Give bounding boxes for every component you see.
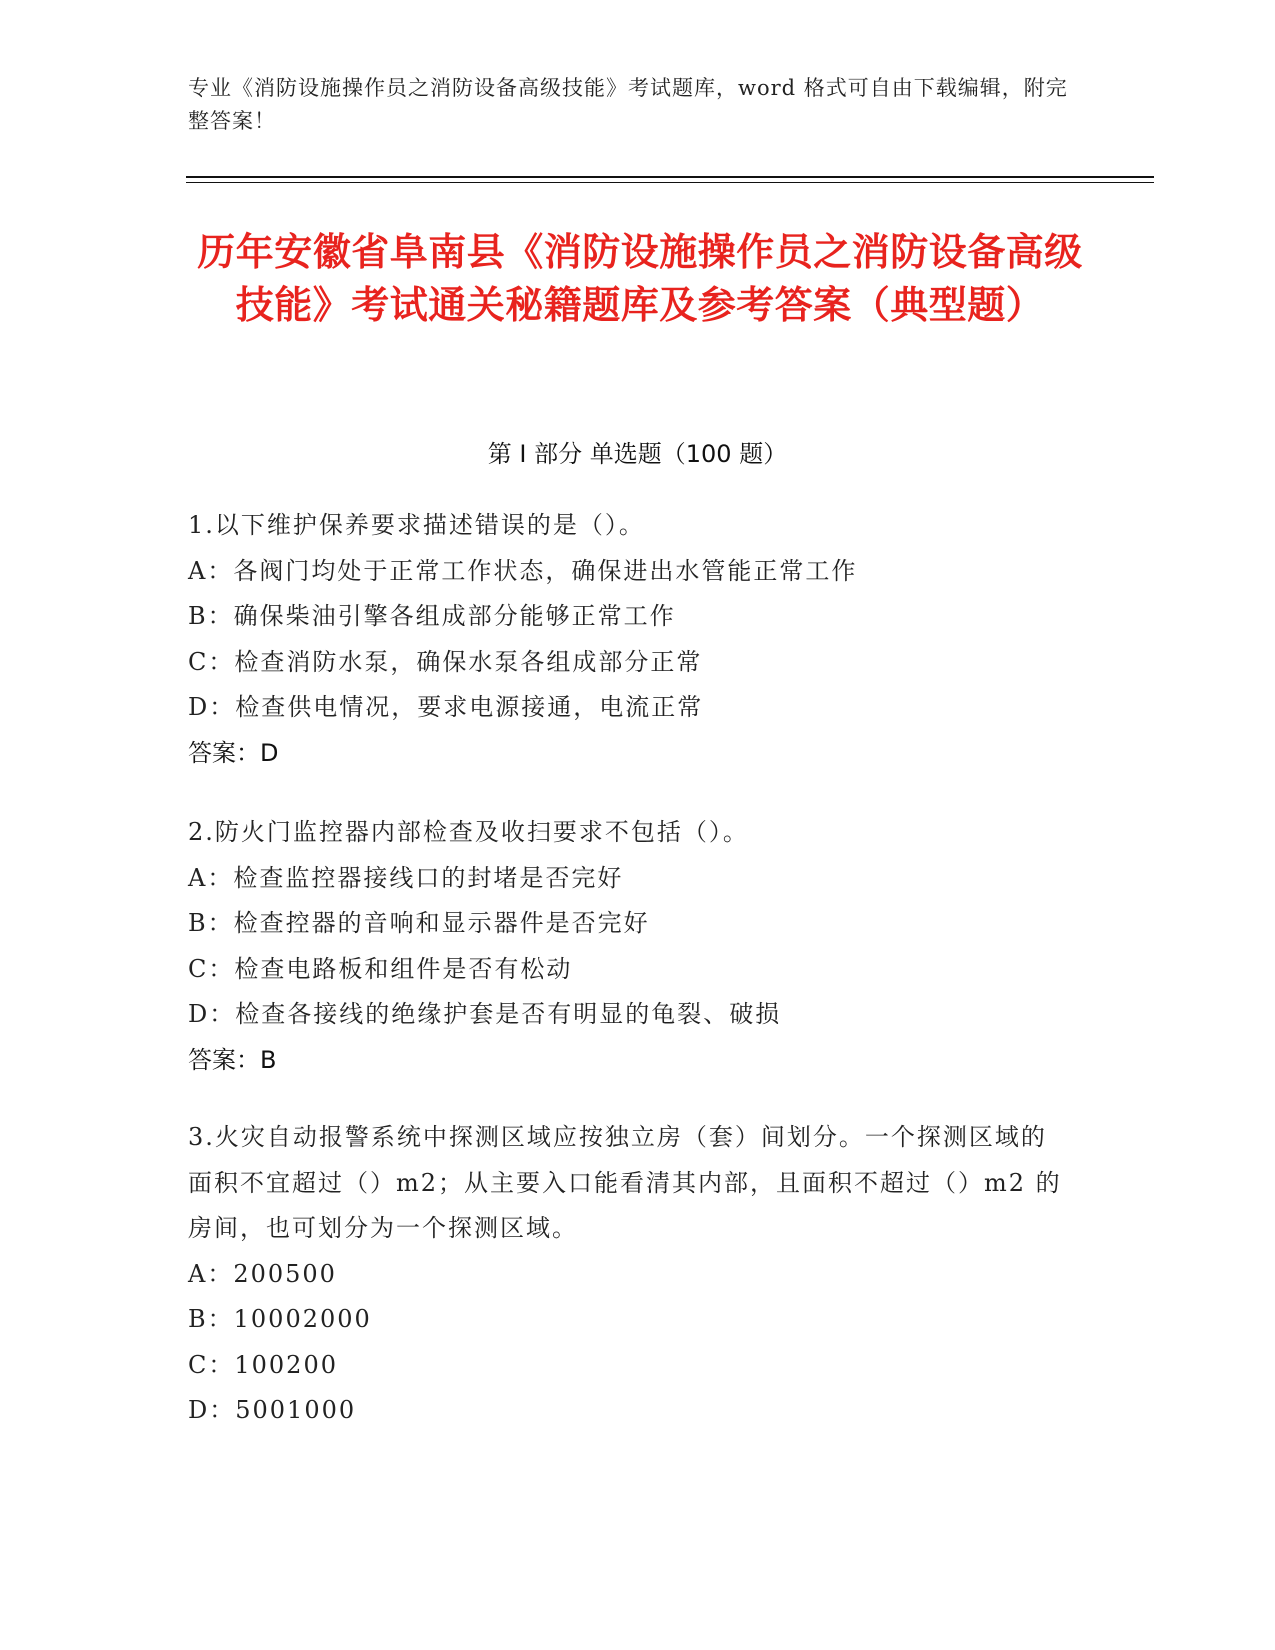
option-c: C：检查消防水泵，确保水泵各组成部分正常 xyxy=(188,647,703,676)
section-heading: 第 I 部分 单选题（100 题） xyxy=(487,440,788,468)
question-3 xyxy=(188,1115,1068,1434)
option-d: D：检查供电情况，要求电源接通，电流正常 xyxy=(188,693,704,721)
question-text: 3.火灾自动报警系统中探测区域应按独立房（套）间划分。一个探测区域的面积不宜超过（）m2；从主要入口能看清其内部，且面积不超过（）m2 的房间，也可划分为一个探测区域。 xyxy=(188,1123,1062,1242)
answer: 答案：B xyxy=(188,1045,277,1074)
option-d: D：5001000 xyxy=(188,1396,357,1424)
question-2 xyxy=(188,810,1068,1083)
question-text: 1.以下维护保养要求描述错误的是（）。 xyxy=(188,511,645,539)
option-a: A：200500 xyxy=(188,1259,337,1288)
option-a: A：各阀门均处于正常工作状态，确保进出水管能正常工作 xyxy=(188,556,858,585)
header-divider-thin xyxy=(186,182,1154,183)
document-title: 历年安徽省阜南县《消防设施操作员之消防设备高级技能》考试通关秘籍题库及参考答案（典型题） xyxy=(197,230,1083,327)
option-d: D：检查各接线的绝缘护套是否有明显的龟裂、破损 xyxy=(188,1000,782,1028)
question-text: 2.防火门监控器内部检查及收扫要求不包括（）。 xyxy=(188,818,749,846)
option-a: A：检查监控器接线口的封堵是否完好 xyxy=(188,863,624,892)
option-b: B：确保柴油引擎各组成部分能够正常工作 xyxy=(188,602,676,630)
answer: 答案：D xyxy=(188,738,279,767)
option-b: B：检查控器的音响和显示器件是否完好 xyxy=(188,909,650,937)
question-1 xyxy=(188,503,1068,776)
option-b: B：10002000 xyxy=(188,1305,372,1333)
option-c: C：检查电路板和组件是否有松动 xyxy=(188,954,573,983)
option-c: C：100200 xyxy=(188,1350,338,1379)
header-note: 专业《消防设施操作员之消防设备高级技能》考试题库，word 格式可自由下载编辑，附完整答案！ xyxy=(188,76,1068,133)
header-divider-thick xyxy=(186,176,1154,178)
